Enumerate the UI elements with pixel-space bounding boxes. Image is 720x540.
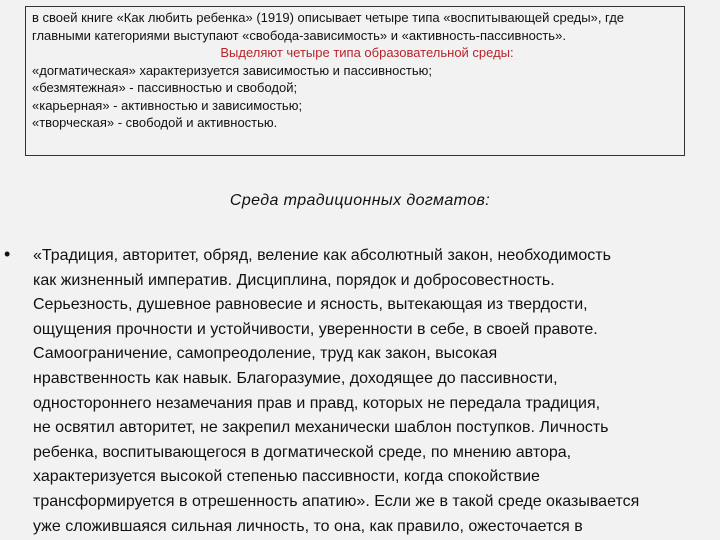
- paragraph-line: одностороннего незамечания прав и правд, которых не передала традиция,: [33, 394, 601, 412]
- paragraph-line: Серьезность, душевное равновесие и ясность, вытекающая из твердости,: [33, 296, 588, 314]
- box-intro-text: в своей книге «Как любить ребенка» (1919) описывает четыре типа «воспитывающей среды», где главными категориями выступают «свобода-зависимость» и «активность-пассивность».: [32, 10, 625, 43]
- paragraph-line: уже сложившаяся сильная личность, то она, как правило, ожесточается в: [33, 517, 583, 535]
- section-subtitle: Среда традиционных догматов:: [229, 192, 491, 209]
- paragraph-line: трансформируется в отрешенность апатию». Если же в такой среде оказывается: [33, 492, 640, 510]
- type-item-creative: «творческая» - свободой и активностью.: [32, 115, 278, 130]
- box-heading: Выделяют четыре типа образовательной среды:: [220, 45, 514, 60]
- environment-types-box: [25, 6, 685, 156]
- main-paragraph: [33, 244, 720, 539]
- paragraph-line: «Традиция, авторитет, обряд, веление как абсолютный закон, необходимость: [33, 247, 611, 264]
- paragraph-line: ребенка, воспитывающегося в догматической среде, по мнению автора,: [33, 443, 572, 461]
- bullet-marker: •: [4, 244, 11, 264]
- paragraph-line: характеризуется высокой степенью пассивности, когда спокойствие: [33, 468, 540, 486]
- paragraph-line: нравственность как навык. Благоразумие, доходящее до пассивности,: [33, 369, 558, 387]
- type-item-serene: «безмятежная» - пассивностью и свободой;: [32, 80, 298, 95]
- type-item-career: «карьерная» - активностью и зависимостью;: [32, 97, 303, 113]
- paragraph-line: не освятил авторитет, не закрепил механически шаблон поступков. Личность: [33, 419, 609, 437]
- paragraph-line: как жизненный императив. Дисциплина, порядок и добросовестность.: [33, 271, 555, 289]
- type-item-dogmatic: «догматическая» характеризуется зависимостью и пассивностью;: [32, 62, 432, 78]
- paragraph-line: Самоограничение, самопреодоление, труд как закон, высокая: [33, 345, 498, 363]
- paragraph-line: ощущения прочности и устойчивости, уверенности в себе, в своей правоте.: [33, 320, 598, 338]
